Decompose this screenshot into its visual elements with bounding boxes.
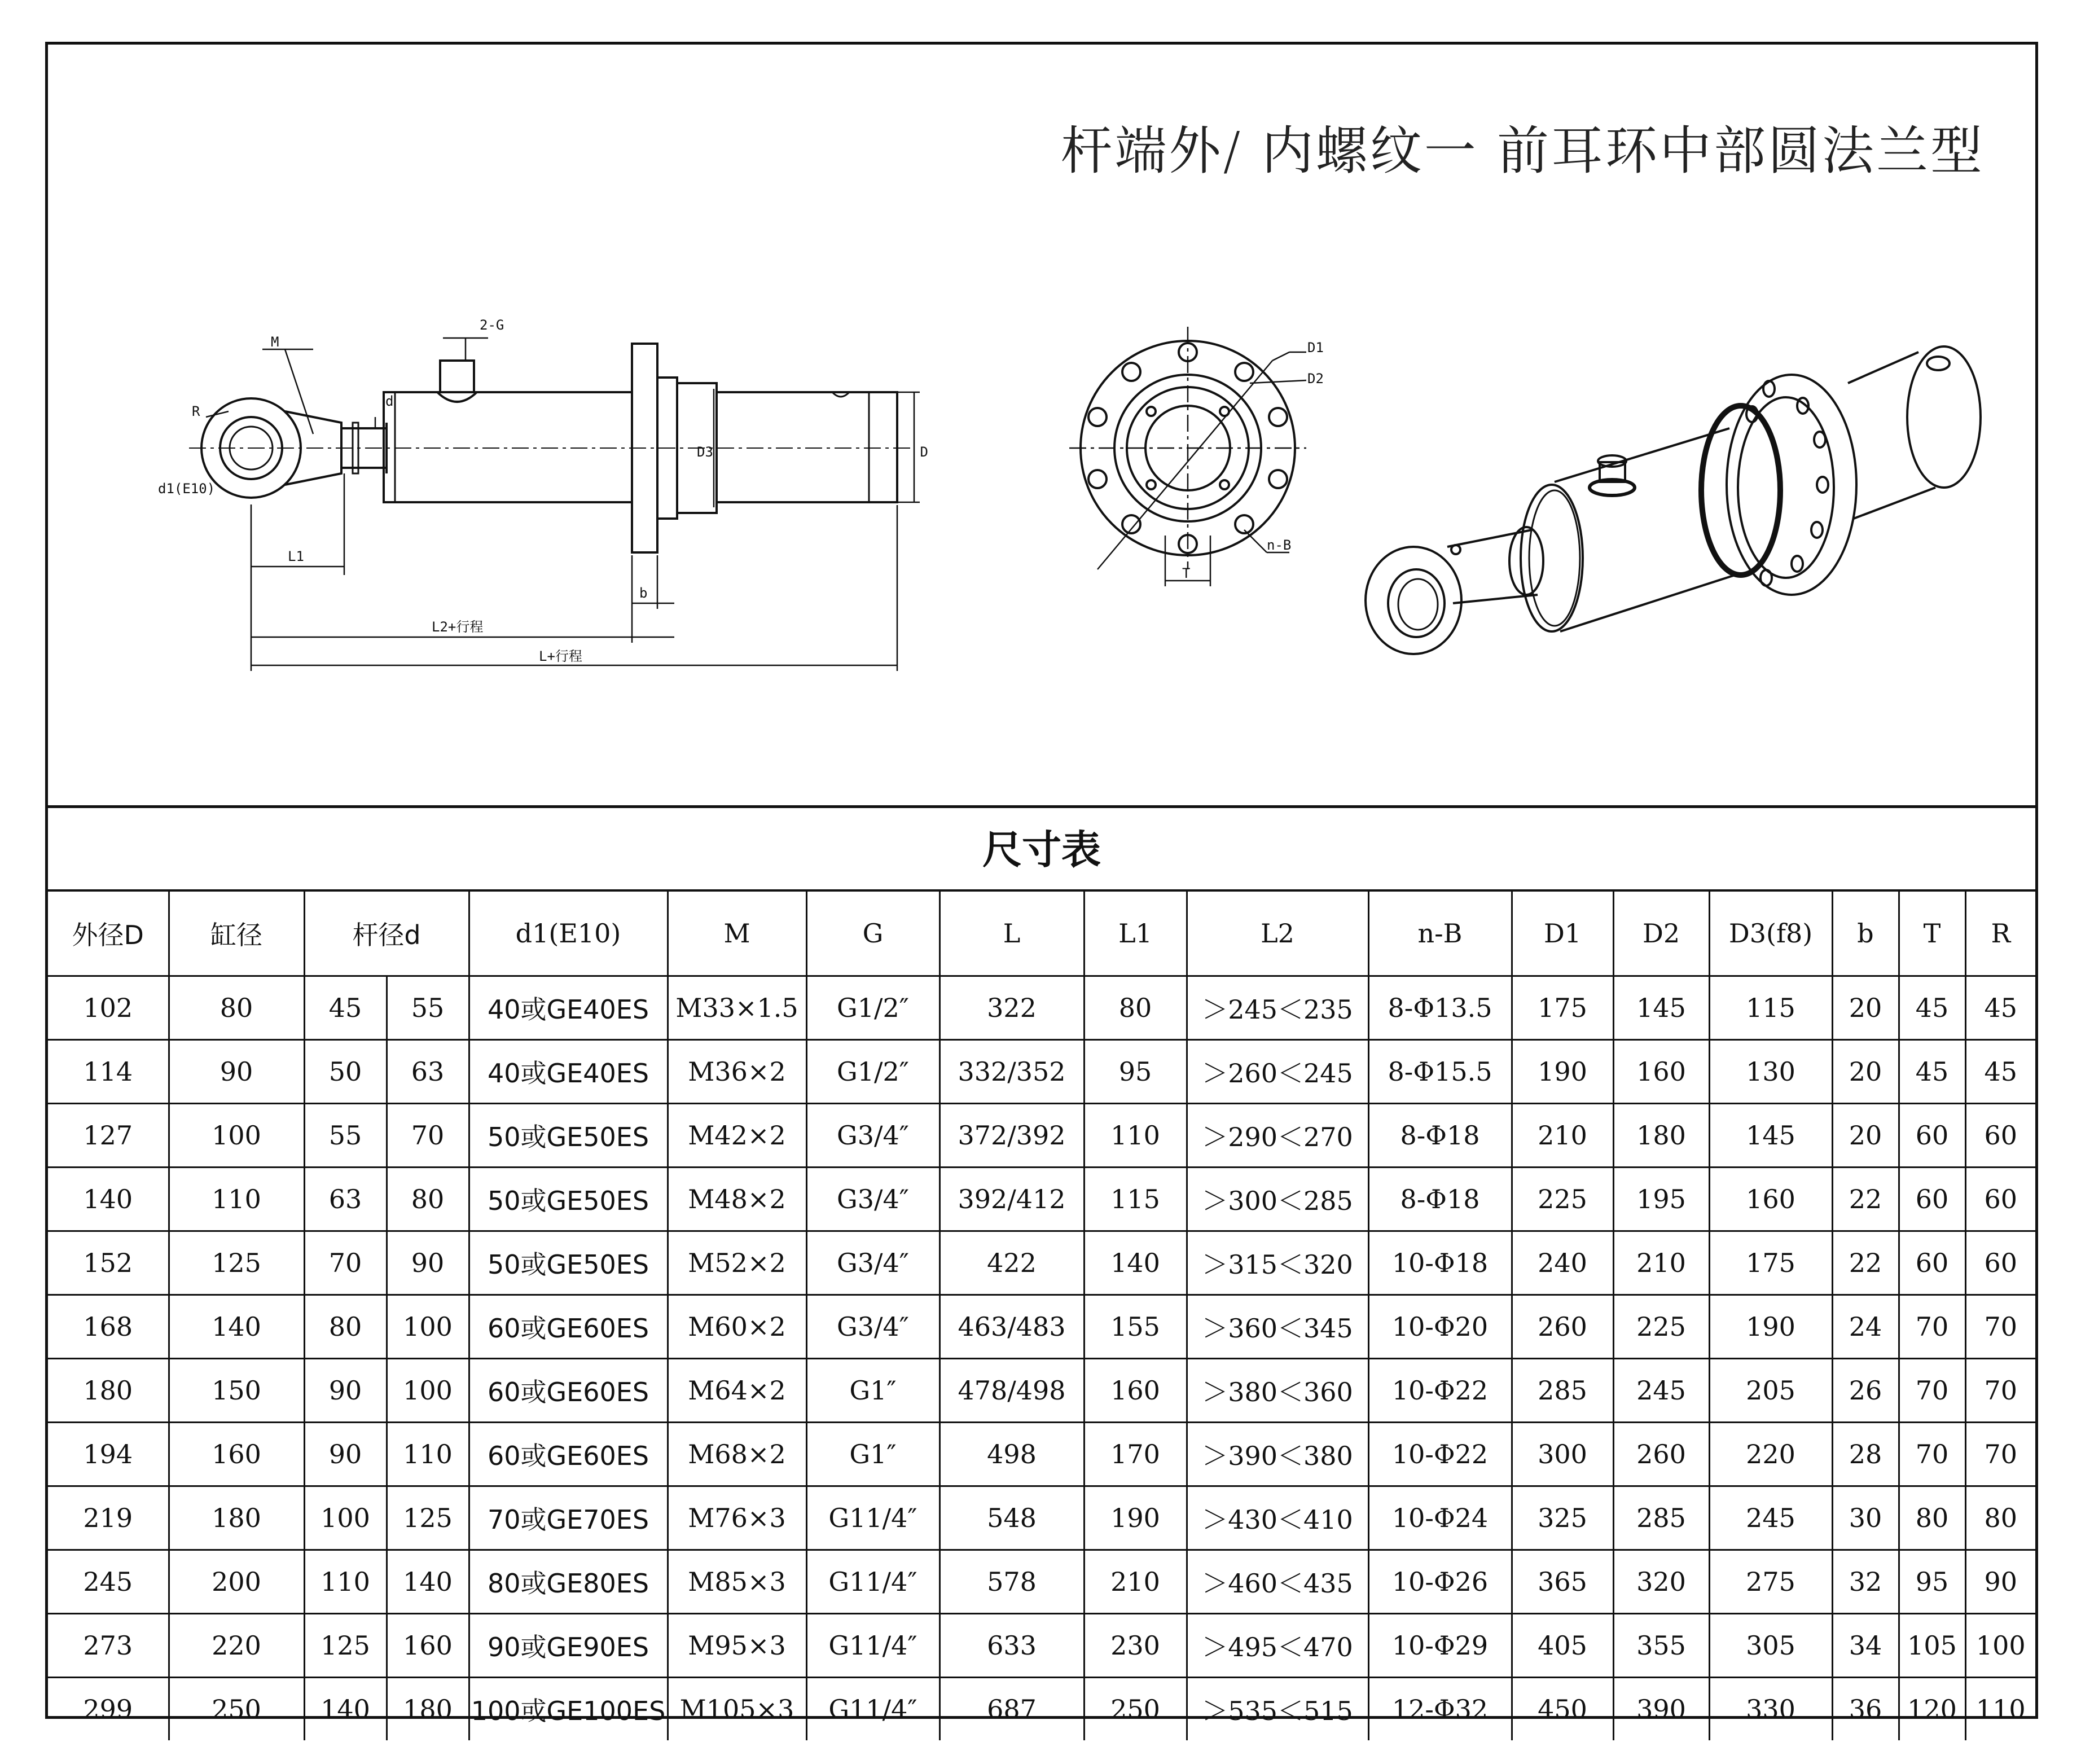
table-cell: 200 [169,1550,304,1614]
table-cell: 80 [304,1295,387,1359]
table-cell: 24 [1832,1295,1899,1359]
table-cell: ＞460＜435 [1187,1550,1368,1614]
col-header: d1(E10) [469,892,668,976]
table-cell: 250 [169,1678,304,1741]
table-cell: 687 [939,1678,1084,1741]
table-cell: 90 [169,1040,304,1104]
table-cell: G11/4″ [806,1678,939,1741]
table-cell: 140 [304,1678,387,1741]
table-cell: 80 [1899,1486,1965,1550]
label-b: b [639,585,648,601]
table-cell: 245 [48,1550,169,1614]
table-cell: 110 [387,1423,469,1486]
label-l1: L1 [288,548,304,564]
table-cell: 8-Φ18 [1368,1104,1512,1168]
table-cell: ＞260＜245 [1187,1040,1368,1104]
table-cell: 390 [1613,1678,1709,1741]
table-cell: ＞390＜380 [1187,1423,1368,1486]
table-cell: M42×2 [668,1104,806,1168]
table-cell: 36 [1832,1678,1899,1741]
table-cell: 110 [304,1550,387,1614]
table-cell: 245 [1709,1486,1832,1550]
col-header: D1 [1512,892,1613,976]
table-cell: 300 [1512,1423,1613,1486]
table-cell: 127 [48,1104,169,1168]
table-cell: 160 [1084,1359,1187,1423]
table-cell: M36×2 [668,1040,806,1104]
table-cell: 22 [1832,1231,1899,1295]
table-cell: 63 [387,1040,469,1104]
col-header: L [939,892,1084,976]
table-cell: 180 [387,1678,469,1741]
table-cell: 100 [169,1104,304,1168]
dimension-table [48,892,2035,1740]
col-header: L1 [1084,892,1187,976]
table-cell: 114 [48,1040,169,1104]
table-cell: 140 [169,1295,304,1359]
table-cell: 10-Φ20 [1368,1295,1512,1359]
table-cell: ＞380＜360 [1187,1359,1368,1423]
table-cell: G3/4″ [806,1168,939,1231]
table-cell: 50或GE50ES [469,1231,668,1295]
table-cell: M64×2 [668,1359,806,1423]
table-cell: 10-Φ18 [1368,1231,1512,1295]
table-cell: G3/4″ [806,1231,939,1295]
table-cell: 325 [1512,1486,1613,1550]
table-cell: 70 [304,1231,387,1295]
table-cell: 578 [939,1550,1084,1614]
table-cell: 195 [1613,1168,1709,1231]
table-cell: 10-Φ22 [1368,1423,1512,1486]
table-cell: 60或GE60ES [469,1359,668,1423]
table-row [48,1550,2035,1614]
table-cell: 100 [387,1359,469,1423]
table-cell: 372/392 [939,1104,1084,1168]
col-header: T [1899,892,1965,976]
table-cell: 140 [48,1168,169,1231]
table-cell: 63 [304,1168,387,1231]
table-row [48,1168,2035,1231]
table-row [48,976,2035,1040]
table-cell: 175 [1709,1231,1832,1295]
table-cell: 80 [387,1168,469,1231]
table-cell: 60 [1899,1168,1965,1231]
table-cell: 125 [387,1486,469,1550]
table-row [48,1423,2035,1486]
table-cell: 145 [1709,1104,1832,1168]
table-cell: 60 [1965,1231,2035,1295]
table-cell: 90 [304,1423,387,1486]
table-cell: 140 [1084,1231,1187,1295]
label-l: L+行程 [539,648,582,664]
table-cell: M85×3 [668,1550,806,1614]
label-d2-end: D2 [1307,371,1324,387]
table-cell: 90或GE90ES [469,1614,668,1678]
table-cell: 633 [939,1614,1084,1678]
table-row [48,1104,2035,1168]
table-cell: 194 [48,1423,169,1486]
table-cell: 90 [387,1231,469,1295]
table-cell: 190 [1512,1040,1613,1104]
table-cell: M60×2 [668,1295,806,1359]
table-cell: 180 [169,1486,304,1550]
table-cell: 55 [304,1104,387,1168]
table-body [48,976,2035,1741]
table-cell: 219 [48,1486,169,1550]
label-bore-d: D [920,444,928,460]
table-cell: 273 [48,1614,169,1678]
table-cell: 548 [939,1486,1084,1550]
table-cell: 210 [1512,1104,1613,1168]
table-cell: 80或GE80ES [469,1550,668,1614]
table-cell: 450 [1512,1678,1613,1741]
table-row [48,1295,2035,1359]
table-cell: 90 [304,1359,387,1423]
table-cell: 45 [1965,976,2035,1040]
table-cell: 70 [1899,1359,1965,1423]
table-cell: ＞300＜285 [1187,1168,1368,1231]
table-cell: 498 [939,1423,1084,1486]
table-cell: G1″ [806,1359,939,1423]
table-caption: 尺寸表 [48,808,2035,892]
table-cell: 10-Φ22 [1368,1359,1512,1423]
table-cell: 225 [1512,1168,1613,1231]
col-header: M [668,892,806,976]
table-cell: 275 [1709,1550,1832,1614]
table-cell: 220 [1709,1423,1832,1486]
table-cell: 70或GE70ES [469,1486,668,1550]
drawing-title: 杆端外/ 内螺纹一 前耳环中部圆法兰型 [1060,121,1985,181]
table-cell: 95 [1084,1040,1187,1104]
table-cell: 322 [939,976,1084,1040]
table-cell: 60 [1965,1168,2035,1231]
table-cell: 34 [1832,1614,1899,1678]
table-cell: ＞430＜410 [1187,1486,1368,1550]
table-cell: M105×3 [668,1678,806,1741]
table-row [48,1040,2035,1104]
table-cell: 100 [1965,1614,2035,1678]
table-cell: 240 [1512,1231,1613,1295]
table-cell: 30 [1832,1486,1899,1550]
table-cell: 180 [1613,1104,1709,1168]
table-cell: 230 [1084,1614,1187,1678]
col-header: n-B [1368,892,1512,976]
label-2-g: 2-G [480,317,504,333]
table-cell: G3/4″ [806,1295,939,1359]
table-cell: 422 [939,1231,1084,1295]
table-cell: 55 [387,976,469,1040]
col-header: D3(f8) [1709,892,1832,976]
drawing-frame [45,42,2038,1726]
table-cell: G11/4″ [806,1550,939,1614]
table-cell: ＞495＜470 [1187,1614,1368,1678]
table-cell: 70 [1965,1359,2035,1423]
table-cell: 160 [1709,1168,1832,1231]
table-cell: G3/4″ [806,1104,939,1168]
table-cell: 175 [1512,976,1613,1040]
label-d3: D3 [697,444,713,460]
table-cell: G1″ [806,1423,939,1486]
label-d: d [385,393,394,409]
label-m: M [271,334,279,350]
table-cell: 70 [1965,1423,2035,1486]
table-cell: 210 [1084,1550,1187,1614]
cylinder-body [384,392,632,502]
side-view-drawing [48,45,928,682]
table-cell: 105 [1899,1614,1965,1678]
table-cell: 305 [1709,1614,1832,1678]
table-cell: 45 [1899,1040,1965,1104]
table-cell: 392/412 [939,1168,1084,1231]
table-cell: 32 [1832,1550,1899,1614]
table-cell: ＞315＜320 [1187,1231,1368,1295]
label-t: T [1182,565,1191,581]
table-cell: M68×2 [668,1423,806,1486]
table-cell: 102 [48,976,169,1040]
table-cell: 45 [304,976,387,1040]
table-cell: 355 [1613,1614,1709,1678]
table-cell: 140 [387,1550,469,1614]
table-cell: M95×3 [668,1614,806,1678]
table-cell: 50或GE50ES [469,1104,668,1168]
table-cell: 190 [1709,1295,1832,1359]
table-cell: 170 [1084,1423,1187,1486]
table-cell: 100 [387,1295,469,1359]
table-cell: 28 [1832,1423,1899,1486]
table-cell: 160 [1613,1040,1709,1104]
table-cell: ＞290＜270 [1187,1104,1368,1168]
table-cell: 60 [1899,1231,1965,1295]
table-cell: 120 [1899,1678,1965,1741]
table-cell: 160 [387,1614,469,1678]
table-cell: 80 [1965,1486,2035,1550]
table-cell: 250 [1084,1678,1187,1741]
table-cell: 365 [1512,1550,1613,1614]
table-cell: 26 [1832,1359,1899,1423]
table-row [48,1486,2035,1550]
table-cell: 145 [1613,976,1709,1040]
col-header: L2 [1187,892,1368,976]
table-cell: 80 [169,976,304,1040]
table-cell: 125 [169,1231,304,1295]
table-cell: 45 [1965,1040,2035,1104]
table-cell: 110 [169,1168,304,1231]
table-cell: 478/498 [939,1359,1084,1423]
label-d1: d1(E10) [158,481,216,497]
table-row [48,1614,2035,1678]
table-cell: 22 [1832,1168,1899,1231]
col-header: 杆径d [304,892,469,976]
table-cell: ＞360＜345 [1187,1295,1368,1359]
table-cell: 60或GE60ES [469,1423,668,1486]
table-cell: 12-Φ32 [1368,1678,1512,1741]
table-row [48,1359,2035,1423]
table-cell: 8-Φ13.5 [1368,976,1512,1040]
col-header: R [1965,892,2035,976]
table-cell: 10-Φ24 [1368,1486,1512,1550]
table-cell: 90 [1965,1550,2035,1614]
label-n-b: n-B [1267,537,1292,553]
table-cell: 95 [1899,1550,1965,1614]
table-cell: 50或GE50ES [469,1168,668,1231]
table-cell: 332/352 [939,1040,1084,1104]
table-cell: G11/4″ [806,1614,939,1678]
label-l2: L2+行程 [432,619,484,635]
table-cell: 210 [1613,1231,1709,1295]
table-cell: 150 [169,1359,304,1423]
table-cell: 10-Φ29 [1368,1614,1512,1678]
table-cell: 320 [1613,1550,1709,1614]
table-cell: M76×3 [668,1486,806,1550]
table-cell: G11/4″ [806,1486,939,1550]
table-cell: 180 [48,1359,169,1423]
table-cell: M48×2 [668,1168,806,1231]
table-cell: 70 [1965,1295,2035,1359]
table-cell: 285 [1613,1486,1709,1550]
table-cell: 225 [1613,1295,1709,1359]
table-cell: 463/483 [939,1295,1084,1359]
table-cell: 220 [169,1614,304,1678]
table-cell: 125 [304,1614,387,1678]
table-cell: G1/2″ [806,976,939,1040]
table-cell: 190 [1084,1486,1187,1550]
col-header: b [1832,892,1899,976]
table-cell: 260 [1613,1423,1709,1486]
rear-tube [717,392,897,502]
table-cell: 285 [1512,1359,1613,1423]
label-r: R [192,403,200,419]
table-cell: 50 [304,1040,387,1104]
table-cell: 155 [1084,1295,1187,1359]
table-cell: 115 [1709,976,1832,1040]
table-cell: 70 [1899,1295,1965,1359]
table-cell: 110 [1965,1678,2035,1741]
label-d1-end: D1 [1307,340,1324,356]
table-cell: 60或GE60ES [469,1295,668,1359]
table-cell: 100 [304,1486,387,1550]
table-cell: 299 [48,1678,169,1741]
table-cell: 115 [1084,1168,1187,1231]
table-cell: 8-Φ18 [1368,1168,1512,1231]
table-cell: M52×2 [668,1231,806,1295]
col-header: 缸径 [169,892,304,976]
table-cell: 20 [1832,1040,1899,1104]
table-cell: ＞245＜235 [1187,976,1368,1040]
table-cell: 70 [1899,1423,1965,1486]
table-cell: 80 [1084,976,1187,1040]
col-header: D2 [1613,892,1709,976]
table-cell: 70 [387,1104,469,1168]
table-cell: 205 [1709,1359,1832,1423]
table-row [48,1231,2035,1295]
table-cell: 110 [1084,1104,1187,1168]
table-cell: 330 [1709,1678,1832,1741]
table-cell: 8-Φ15.5 [1368,1040,1512,1104]
table-cell: 45 [1899,976,1965,1040]
table-cell: 20 [1832,976,1899,1040]
table-cell: 152 [48,1231,169,1295]
table-cell: ＞535＜515 [1187,1678,1368,1741]
col-header: 外径D [48,892,169,976]
table-cell: 60 [1899,1104,1965,1168]
port-boss [440,361,474,392]
table-row [48,1678,2035,1741]
table-cell: M33×1.5 [668,976,806,1040]
table-cell: 130 [1709,1040,1832,1104]
table-cell: 40或GE40ES [469,1040,668,1104]
table-cell: 405 [1512,1614,1613,1678]
table-cell: 260 [1512,1295,1613,1359]
table-cell: 40或GE40ES [469,976,668,1040]
table-cell: 20 [1832,1104,1899,1168]
table-header [48,892,2035,976]
table-cell: 10-Φ26 [1368,1550,1512,1614]
dimension-table-section [48,805,2035,1726]
table-cell: 168 [48,1295,169,1359]
table-cell: 60 [1965,1104,2035,1168]
table-cell: 160 [169,1423,304,1486]
table-cell: 100或GE100ES [469,1678,668,1741]
col-header: G [806,892,939,976]
table-cell: 245 [1613,1359,1709,1423]
table-cell: G1/2″ [806,1040,939,1104]
